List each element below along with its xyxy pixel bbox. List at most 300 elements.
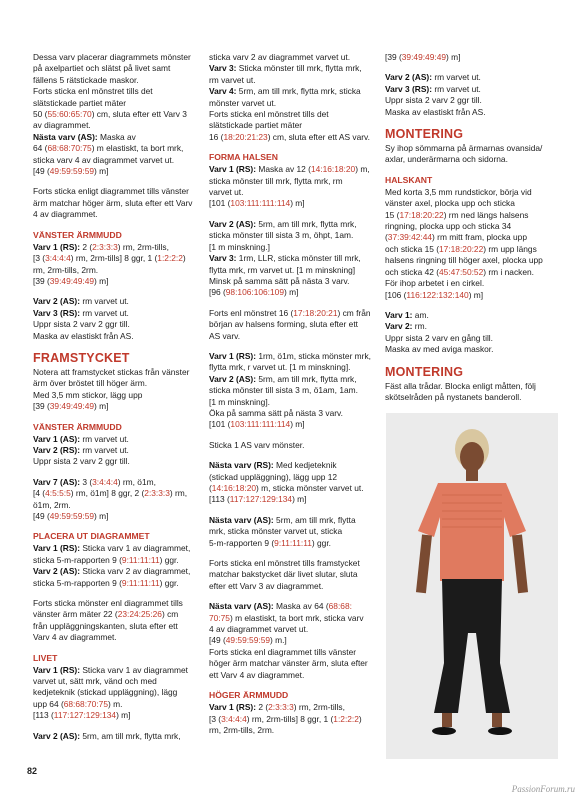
text-segment: Maska av [97, 131, 136, 142]
text-segment: [113 ( [33, 710, 54, 721]
text-segment: rm varvet ut. [80, 296, 129, 307]
text-line [385, 72, 557, 83]
text-line [385, 310, 557, 321]
section-heading: MONTERING [385, 364, 464, 379]
text-line [209, 515, 381, 526]
row-label: Nästa varv (RS): [209, 460, 274, 471]
size-values: 23:24:25:26 [117, 609, 162, 620]
text-segment: 5rm, am till mrk, flytta [273, 514, 356, 525]
text-segment: 3 ( [80, 476, 93, 487]
text-line [33, 621, 203, 632]
row-label: Varv 7 (AS): [33, 476, 81, 487]
text-line [33, 132, 203, 143]
text-segment: Maska av med aviga maskor. [385, 344, 494, 355]
text-segment: 4 av diagrammet. [33, 209, 98, 220]
text-segment: ) m] [116, 710, 131, 721]
text-line [33, 477, 203, 488]
paragraph [209, 164, 381, 210]
text-segment: ( [209, 483, 212, 493]
text-segment: ) rm mitt fram, plocka upp [432, 232, 527, 243]
text-segment: skötselråden på nystanets banderoll. [385, 391, 522, 402]
text-line [33, 209, 203, 220]
text-line [33, 52, 203, 63]
text-segment: 1rm, ö1m, sticka mönster mrk, [256, 350, 371, 361]
text-line [209, 569, 381, 580]
text-line [33, 98, 203, 109]
text-segment: Forts enl mönstret 16 ( [209, 307, 294, 318]
text-line [209, 408, 381, 419]
text-line [209, 647, 381, 658]
text-segment: Sticka 1 AS varv mönster. [209, 439, 305, 450]
text-line [209, 132, 381, 143]
text-segment: fällens 5 rätstickade maskor. [33, 74, 139, 85]
text-segment: Öka på samma sätt på nästa 3 varv. [209, 407, 343, 418]
text-line [33, 265, 203, 276]
text-line [33, 676, 203, 687]
text-segment: Sticka mönster till mrk, flytta mrk, [236, 63, 362, 74]
text-segment: ) m] [290, 198, 305, 209]
text-segment: ) rm, ö1m, [117, 476, 156, 487]
text-line [33, 109, 203, 120]
text-line [33, 445, 203, 456]
text-line [33, 143, 203, 154]
paragraph [209, 558, 381, 592]
text-segment: ) rm, 2rm-tills, [117, 241, 169, 252]
text-segment: ) rm i nacken. [483, 266, 534, 277]
text-segment: Med 3,5 mm stickor, lägg upp [33, 389, 143, 400]
text-segment: [101 ( [209, 198, 231, 209]
text-segment: Minsk på samma sätt på nästa 3 varv. [209, 275, 350, 286]
text-line [209, 265, 381, 276]
text-segment: rm varvet ut. [209, 74, 256, 85]
row-label: Varv 1: [385, 309, 413, 320]
text-segment: 5rm, am till mrk, flytta mrk, [80, 730, 181, 741]
text-segment: rm varvet ut. [80, 307, 129, 318]
paragraph [33, 665, 203, 722]
paragraph [385, 381, 557, 404]
size-values: 2:3:3:3 [92, 241, 118, 252]
text-line [33, 331, 203, 342]
text-line [209, 86, 381, 97]
text-segment: vänster ärm mäter 22 ( [33, 609, 118, 620]
text-line [33, 632, 203, 643]
size-values: 39:49:49:49 [401, 52, 447, 62]
text-segment: ) m] [94, 511, 109, 521]
text-line [209, 483, 381, 494]
size-values: 17:18:20:21 [293, 307, 338, 318]
paragraph [33, 543, 203, 589]
text-line [33, 186, 203, 197]
text-segment: [1 m minskning]. [209, 396, 270, 407]
text-segment: slätstickade partiet mäter [209, 120, 303, 131]
text-segment: sticka varv 2 av diagrammet varvet ut. [209, 52, 351, 62]
size-values: 45:47:50:52 [439, 266, 484, 277]
paragraph [33, 434, 203, 468]
text-segment: [39 ( [385, 52, 402, 62]
text-line [385, 84, 557, 95]
model-illustration [386, 413, 558, 759]
size-values: 14:16:18:20 [211, 483, 257, 493]
row-label: Varv 1 (AS): [33, 433, 81, 444]
text-line [33, 699, 203, 710]
text-segment: ) m. [107, 698, 123, 709]
text-line [209, 276, 381, 287]
text-segment: ) cm, sluta efter ett AS varv. [267, 131, 370, 142]
text-segment: ) rm, [169, 488, 188, 499]
text-segment: upp 64 ( [33, 698, 64, 709]
text-segment: ) rm, ö1m] 8 ggr, 2 ( [70, 488, 145, 499]
text-segment: ) m elastiskt, ta bort mrk, [91, 143, 184, 154]
size-values: 116:122:132:140 [406, 289, 469, 300]
row-label: Varv 2 (AS): [385, 72, 433, 83]
size-values: 70:75 [209, 612, 230, 623]
text-segment: 5-m-rapporten 9 ( [209, 537, 275, 548]
row-label: Varv 2 (AS): [33, 566, 81, 577]
text-segment: början av halsens forming, sluta efter ett [209, 319, 358, 330]
size-values: 49:59:59:59 [49, 511, 95, 521]
text-segment: [39 ( [33, 275, 50, 286]
text-segment: [96 ( [209, 287, 226, 298]
text-line [385, 344, 557, 355]
text-line [209, 613, 381, 624]
text-segment: rm varvet ut. [432, 83, 481, 94]
text-segment: rm, 2rm-tills, 2rm. [209, 724, 275, 735]
text-segment: Maska av elastiskt från AS. [33, 330, 134, 341]
text-line [209, 440, 381, 451]
text-line [209, 331, 381, 342]
text-segment: efter ett Varv 3 av diagrammet. [209, 580, 324, 591]
text-line [385, 143, 557, 154]
text-segment: ) [182, 253, 186, 264]
text-segment: 5rm, am till mrk, flytta mrk, [256, 373, 357, 384]
text-line [209, 385, 381, 396]
row-label: Varv 2 (AS): [33, 730, 81, 741]
section-heading: MONTERING [385, 127, 464, 142]
text-line [209, 419, 381, 430]
text-segment: Med kedjeteknik [273, 460, 337, 471]
face-shape [460, 442, 484, 472]
text-line [209, 581, 381, 592]
row-label: Varv 1 (RS): [209, 164, 257, 175]
text-segment: Sy ihop sömmarna på ärmarnas ovansida/ [385, 143, 543, 154]
text-segment: Forts sticka enl mönstret tills det [33, 86, 153, 97]
text-line [33, 731, 203, 742]
text-segment: varvet ut, sätt mrk, vänd och med [33, 676, 157, 687]
text-line [33, 566, 203, 577]
text-segment: ) m] [446, 52, 461, 62]
text-line [209, 187, 381, 198]
text-line [33, 378, 203, 389]
text-segment: ) m] [283, 287, 299, 298]
size-values: 3:4:4:4 [92, 476, 118, 487]
text-line [385, 321, 557, 332]
paragraph [385, 52, 557, 63]
text-line [209, 52, 381, 63]
text-line [209, 670, 381, 681]
text-segment: sticka mönster till mrk, flytta mrk, rm [209, 175, 343, 186]
size-values: 68:68:70:75 [63, 698, 108, 709]
text-segment: varvet ut. [209, 187, 244, 198]
text-segment: ) m] [468, 289, 484, 300]
row-label: Varv 2 (AS): [33, 296, 81, 307]
row-label: Varv 1 (RS): [33, 664, 81, 675]
text-line [209, 658, 381, 669]
text-segment: ) cm [161, 609, 179, 620]
text-line [209, 526, 381, 537]
text-line [33, 242, 203, 253]
text-line [385, 95, 557, 106]
paragraph [209, 219, 381, 299]
paragraph [33, 242, 203, 288]
text-line [209, 308, 381, 319]
size-values: 1:2:2:2 [157, 253, 183, 264]
text-segment: höger ärm matchar vänster ärm, sluta efter [209, 658, 368, 669]
size-values: 2:3:3:3 [144, 488, 170, 499]
paragraph [33, 186, 203, 220]
text-segment: [1 m minskning.] [209, 241, 270, 252]
text-line [209, 63, 381, 74]
text-line [209, 397, 381, 408]
row-label: Varv 2 (AS): [209, 218, 257, 229]
size-values: 103:111:111:114 [230, 419, 291, 430]
text-segment: kedjeteknik (stickad uppläggning), lägg [33, 687, 178, 698]
text-line [209, 120, 381, 131]
text-line [33, 456, 203, 467]
size-values: 68:68:70:75 [47, 143, 92, 154]
text-segment: och sticka 42 ( [385, 266, 439, 277]
text-segment: 5rm, am till mrk, flytta mrk, sticka [236, 86, 361, 97]
text-line [385, 290, 557, 301]
text-line [209, 702, 381, 713]
text-line [385, 381, 557, 392]
text-segment: 2 ( [256, 702, 269, 713]
size-values: 18:20:21:23 [223, 131, 268, 142]
paragraph [209, 440, 381, 451]
text-line [209, 714, 381, 725]
text-segment: från uppläggningskanten, sluta efter ett [33, 620, 178, 631]
text-segment: Notera att framstycket stickas från vänster [33, 366, 190, 377]
paragraph [33, 367, 203, 413]
text-segment: Sticka varv 2 av diagrammet, [80, 566, 191, 577]
text-line [209, 460, 381, 471]
text-segment: (stickad uppläggning), lägg upp 12 [209, 471, 338, 482]
text-line [33, 253, 203, 264]
row-label: Varv 3 (RS): [33, 307, 81, 318]
paragraph [33, 477, 203, 523]
text-line [209, 253, 381, 264]
text-segment: Forts sticka enl diagrammet tills vänster [209, 646, 357, 657]
text-line [385, 392, 557, 403]
paragraph [209, 460, 381, 506]
text-line [33, 434, 203, 445]
text-line [209, 624, 381, 635]
row-label: Varv 2 (RS): [33, 444, 81, 455]
text-line [33, 296, 203, 307]
text-line [33, 609, 203, 620]
row-label: Varv 1 (RS): [33, 543, 81, 554]
text-line [385, 232, 557, 243]
page-number: 82 [27, 766, 38, 776]
text-segment: sticka 5-m-rapporten 9 ( [33, 554, 122, 565]
text-line [209, 98, 381, 109]
text-segment: ) cm, sluta efter ett Varv 3 [91, 109, 187, 120]
size-values: 9:11:11:11 [121, 577, 160, 588]
text-segment: 16 ( [209, 131, 224, 142]
text-line [385, 278, 557, 289]
size-values: 37:39:42:44 [387, 232, 433, 243]
text-line [385, 187, 557, 198]
text-segment: Maska av elastiskt från AS. [385, 106, 486, 117]
text-line [33, 198, 203, 209]
text-segment: vänster axel, plocka upp och sticka [385, 198, 515, 209]
text-segment: ) m] [292, 494, 307, 505]
text-line [209, 198, 381, 209]
text-line [209, 635, 381, 646]
paragraph [385, 72, 557, 118]
text-segment: sticka mönster till sista 3 m, ö1am, 1am. [209, 385, 358, 396]
text-segment: ) ggr. [159, 577, 179, 588]
text-line [33, 86, 203, 97]
text-line [385, 210, 557, 221]
size-values: 9:11:11:11 [121, 554, 160, 565]
text-segment: 50 ( [33, 109, 48, 120]
text-line [33, 687, 203, 698]
section-heading: PLACERA UT DIAGRAMMET [33, 531, 150, 542]
text-line [33, 578, 203, 589]
text-line [33, 511, 203, 522]
size-values: 3:4:4:4 [45, 253, 71, 264]
size-values: 2:3:3:3 [268, 702, 294, 713]
text-segment: Fäst alla trådar. Blocka enligt måtten, följ [385, 380, 536, 391]
column-2 [209, 52, 381, 745]
text-line [209, 109, 381, 120]
row-label: Varv 3: [209, 63, 237, 74]
text-segment: [3 ( [209, 713, 222, 724]
text-line [209, 725, 381, 736]
paragraph [33, 52, 203, 177]
text-segment: ärm matchar höger ärm, sluta efter ett Varv [33, 197, 193, 208]
text-segment: på axelpartiet och slätst på livet samt [33, 63, 171, 74]
row-label: Varv 2 (AS): [209, 373, 257, 384]
text-line [209, 472, 381, 483]
text-segment: Maska av 12 ( [256, 164, 311, 175]
paragraph [209, 515, 381, 549]
row-label: Varv 3: [209, 253, 237, 264]
text-segment: sticka varv 4 av diagrammet varvet ut. [33, 154, 175, 165]
paragraph [209, 601, 381, 681]
size-values: 9:11:11:11 [274, 537, 312, 548]
watermark: PassionForum.ru [511, 784, 575, 794]
text-line [209, 287, 381, 298]
text-segment: rm varvet ut. [432, 72, 481, 83]
size-values: 14:16:18:20 [310, 164, 356, 175]
text-line [33, 367, 203, 378]
size-values: 17:18:20:22 [399, 209, 444, 220]
text-segment: [101 ( [209, 419, 231, 430]
text-segment: [49 ( [33, 511, 50, 521]
text-segment: flytta mrk, rm varvet ut. [1 m minskning] [209, 264, 356, 275]
text-segment: ) rm, 2rm-tills] 8 ggr, 1 ( [246, 713, 334, 724]
text-segment: Uppr sista 2 varv 2 ggr till. [33, 456, 130, 467]
text-segment: Med korta 3,5 mm rundstickor, börja vid [385, 186, 532, 197]
text-segment: sticka mönster till sista 3 m, öhpt, 1am. [209, 230, 354, 241]
text-segment: halsens ringning till höger axel, plocka upp [385, 255, 543, 266]
text-line [33, 166, 203, 177]
text-segment: Forts sticka enl mönstret tills framstycket [209, 558, 360, 569]
text-segment: ) m] [94, 166, 109, 177]
size-values: 4:5:5:5 [45, 488, 71, 499]
section-heading: VÄNSTER ÄRMMUDD [33, 421, 122, 432]
text-segment: Forts sticka mönster enl diagrammet tills [33, 598, 183, 609]
text-segment: ) [358, 713, 362, 724]
text-line [385, 52, 557, 63]
paragraph [33, 598, 203, 644]
size-values: 55:60:65:70 [47, 109, 92, 120]
text-segment: 64 ( [33, 143, 48, 154]
size-values: 17:18:20:22 [439, 243, 484, 254]
size-values: 1:2:2:2 [333, 713, 359, 724]
text-segment: rm. [412, 321, 427, 332]
size-values: 39:49:49:49 [49, 401, 95, 412]
text-line [385, 154, 557, 165]
section-heading: FORMA HALSEN [209, 152, 278, 163]
text-line [209, 362, 381, 373]
text-segment: axlar, underärmarna och sidorna. [385, 154, 508, 165]
text-line [385, 244, 557, 255]
row-label: Varv 4: [209, 86, 237, 97]
text-segment: [3 ( [33, 253, 46, 264]
paragraph [209, 702, 381, 736]
size-values: 117:127:129:134 [53, 710, 117, 721]
text-line [209, 164, 381, 175]
text-segment: Uppr sista 2 varv en gång till. [385, 332, 493, 343]
row-label: Varv 1 (RS): [209, 702, 257, 713]
paragraph [385, 187, 557, 301]
text-line [33, 155, 203, 166]
text-line [209, 558, 381, 569]
text-line [33, 543, 203, 554]
text-line [209, 230, 381, 241]
text-line [209, 319, 381, 330]
paragraph [209, 52, 381, 143]
text-segment: ) m elastiskt, ta bort mrk, sticka varv [229, 612, 364, 623]
text-segment: [106 ( [385, 289, 407, 300]
paragraph [385, 310, 557, 356]
text-segment: ) m.] [270, 635, 287, 646]
column-3 [385, 52, 557, 412]
text-line [33, 401, 203, 412]
section-heading: LIVET [33, 652, 58, 663]
size-values: 39:49:49:49 [49, 275, 95, 286]
text-segment: ) ggr. [311, 537, 331, 548]
paragraph [209, 308, 381, 342]
text-segment: Varv 4 av diagrammet. [33, 632, 117, 643]
text-segment: flytta mrk, r varvet ut. [1 m minskning]. [209, 362, 351, 373]
section-heading: VÄNSTER ÄRMMUDD [33, 229, 122, 240]
text-line [33, 276, 203, 287]
text-line [33, 555, 203, 566]
text-line [209, 242, 381, 253]
text-line [209, 219, 381, 230]
text-segment: [4 ( [33, 488, 46, 499]
text-segment: 5rm, am till mrk, flytta mrk, [256, 218, 357, 229]
row-label: Varv 3 (RS): [385, 83, 433, 94]
text-segment: 4 av diagrammet varvet ut. [209, 624, 309, 635]
paragraph [209, 351, 381, 431]
text-segment: Uppr sista 2 varv 2 ggr till. [33, 319, 130, 330]
text-line [385, 221, 557, 232]
size-values: 103:111:111:114 [230, 198, 291, 209]
